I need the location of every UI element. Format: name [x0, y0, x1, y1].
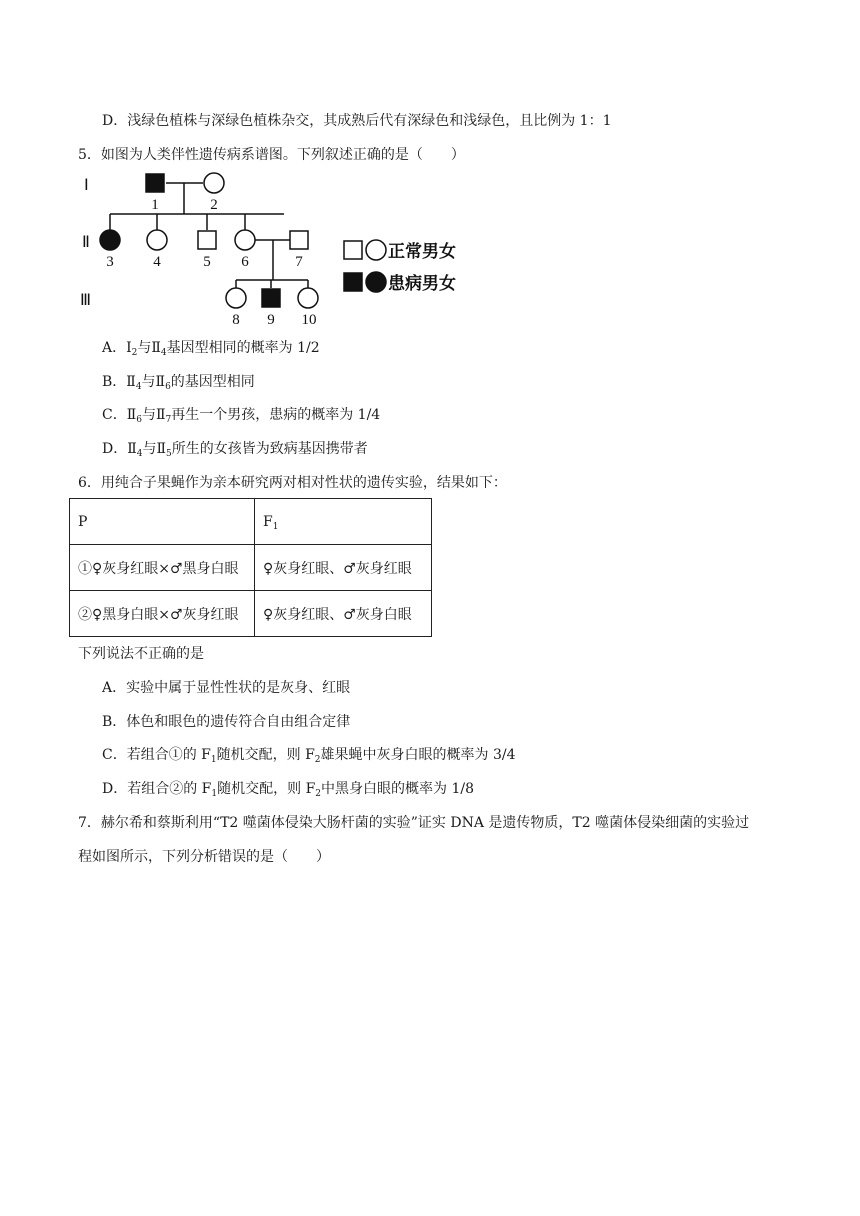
legend-normal-label: 正常男女 [388, 242, 456, 262]
q6-lead: 下列说法不正确的是 [78, 646, 204, 662]
q6-option-b: B．体色和眼色的遗传符合自由组合定律 [102, 714, 351, 730]
table-cell: ①♀灰身红眼×♂黑身白眼 [70, 545, 255, 591]
q5-option-b: B．$Ⅱ_4$与$Ⅱ_6$的基因型相同 [102, 374, 255, 392]
q7-stem-line-1: 7．赫尔希和蔡斯利用“T2 噬菌体侵染大肠杆菌的实验”证实 DNA 是遗传物质，T2 噬菌体侵染细菌的实验过 [78, 815, 750, 831]
individual-number-9: 9 [267, 312, 275, 328]
table-row [70, 591, 432, 637]
generation-label-2: Ⅱ [82, 234, 90, 251]
q5-option-a: A．$Ⅰ_2$与$Ⅱ_4$基因型相同的概率为 1/2 [102, 340, 320, 358]
q6-option-c: C．若组合①的 $F_1$随机交配，则 $F_2$雄果蝇中灰身白眼的概率为 3/4 [102, 747, 516, 765]
header-cell-f1: $F_1$ [255, 499, 432, 545]
generation-label-1: Ⅰ [84, 177, 89, 194]
individual-1-affected-male [146, 174, 164, 192]
individual-number-6: 6 [241, 254, 249, 270]
legend-affected-female-icon [366, 272, 386, 292]
individual-10-normal-female [298, 288, 318, 308]
individual-number-3: 3 [106, 254, 114, 270]
table-cell: ♀灰身红眼、♂灰身红眼 [255, 545, 432, 591]
legend-normal-female-icon [366, 240, 386, 260]
individual-number-5: 5 [203, 254, 211, 270]
individual-9-affected-male [262, 289, 280, 307]
q6-stem: 6．用纯合子果蝇作为亲本研究两对相对性状的遗传实验，结果如下： [78, 475, 507, 491]
individual-number-7: 7 [295, 254, 303, 270]
legend-normal-male-icon [344, 241, 362, 259]
individual-3-affected-female [100, 230, 120, 250]
q7-stem-line-2: 程如图所示，下列分析错误的是（ ） [78, 849, 330, 865]
individual-number-8: 8 [232, 312, 240, 328]
individual-number-1: 1 [151, 197, 159, 213]
header-cell-p: P [70, 499, 255, 545]
legend-affected-male-icon [344, 273, 362, 291]
table-cell: ♀灰身红眼、♂灰身白眼 [255, 591, 432, 637]
cross-results-table [69, 498, 432, 637]
individual-number-2: 2 [210, 197, 218, 213]
generation-label-3: Ⅲ [80, 292, 92, 309]
q6-option-a: A．实验中属于显性性状的是灰身、红眼 [102, 680, 351, 696]
individual-5-normal-male [198, 231, 216, 249]
individual-7-normal-male [290, 231, 308, 249]
individual-4-normal-female [147, 230, 167, 250]
pedigree-chart [78, 168, 478, 330]
individual-number-10: 10 [301, 312, 317, 328]
q5-option-d: D．$Ⅱ_4$与$Ⅱ_5$所生的女孩皆为致病基因携带者 [102, 441, 368, 459]
q4-option-d: D．浅绿色植株与深绿色植株杂交，其成熟后代有深绿色和浅绿色，且比例为 1：1 [102, 113, 612, 129]
table-header-row [70, 499, 432, 545]
table-row [70, 545, 432, 591]
q5-stem: 5．如图为人类伴性遗传病系谱图。下列叙述正确的是（ ） [78, 147, 465, 163]
table-cell: ②♀黑身白眼×♂灰身红眼 [70, 591, 255, 637]
legend-affected-label: 患病男女 [388, 274, 456, 294]
q6-option-d: D．若组合②的 $F_1$随机交配，则 $F_2$中黑身白眼的概率为 1/8 [102, 781, 475, 799]
q5-option-c: C．$Ⅱ_6$与$Ⅱ_7$再生一个男孩，患病的概率为 1/4 [102, 407, 381, 425]
individual-8-normal-female [226, 288, 246, 308]
individual-6-normal-female [235, 230, 255, 250]
individual-number-4: 4 [153, 254, 161, 270]
individual-2-normal-female [204, 173, 224, 193]
